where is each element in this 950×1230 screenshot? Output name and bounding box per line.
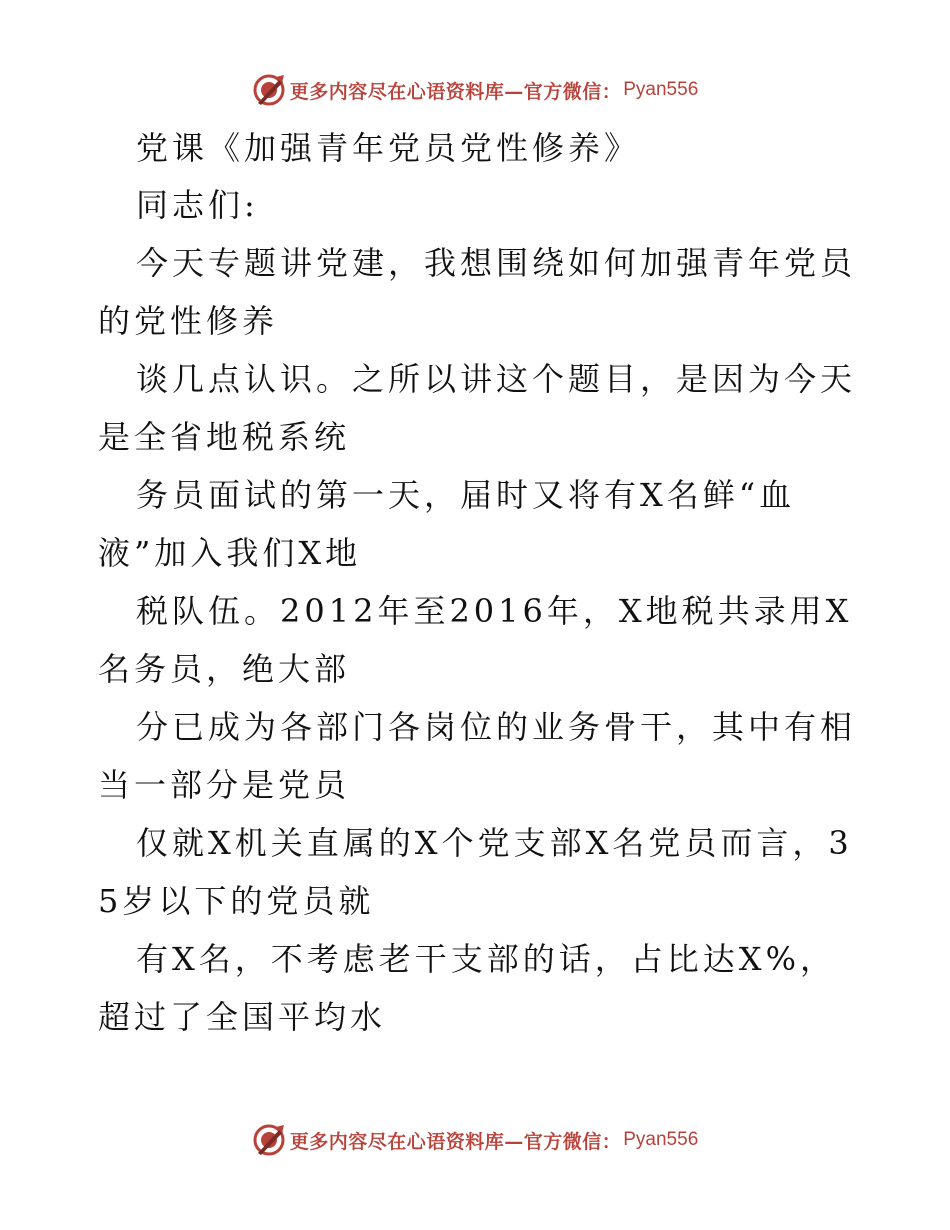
banner-wechat-id: Pyan556 <box>623 1129 699 1150</box>
quill-seal-logo-icon <box>252 73 286 107</box>
footer-banner <box>0 1122 950 1158</box>
banner-text: 更多内容尽在心语资料库—官方微信： <box>289 80 622 103</box>
paragraph-6: 仅就X机关直属的X个党支部X名党员而言，35岁以下的党员就 <box>98 824 853 920</box>
document-title: 党课《加强青年党员党性修养》 <box>136 129 641 167</box>
paragraph-7: 有X名，不考虑老干支部的话，占比达X%，超过了全国平均水 <box>98 940 836 1036</box>
paragraph-4: 税队伍。2012年至2016年，X地税共录用X名务员，绝大部 <box>98 592 853 688</box>
header-banner <box>0 72 950 108</box>
banner-text: 更多内容尽在心语资料库—官方微信： <box>289 1130 622 1153</box>
paragraph-5: 分已成为各部门各岗位的业务骨干，其中有相当一部分是党员 <box>98 708 857 804</box>
document-body <box>98 120 858 1046</box>
banner-wechat-id: Pyan556 <box>623 79 699 100</box>
paragraph-3: 务员面试的第一天，届时又将有X名鲜“血液”加入我们X地 <box>98 476 796 572</box>
greeting: 同志们: <box>136 186 259 224</box>
paragraph-2: 谈几点认识。之所以讲这个题目，是因为今天是全省地税系统 <box>98 360 857 456</box>
quill-seal-logo-icon <box>252 1123 286 1157</box>
paragraph-1: 今天专题讲党建，我想围绕如何加强青年党员的党性修养 <box>98 244 857 340</box>
